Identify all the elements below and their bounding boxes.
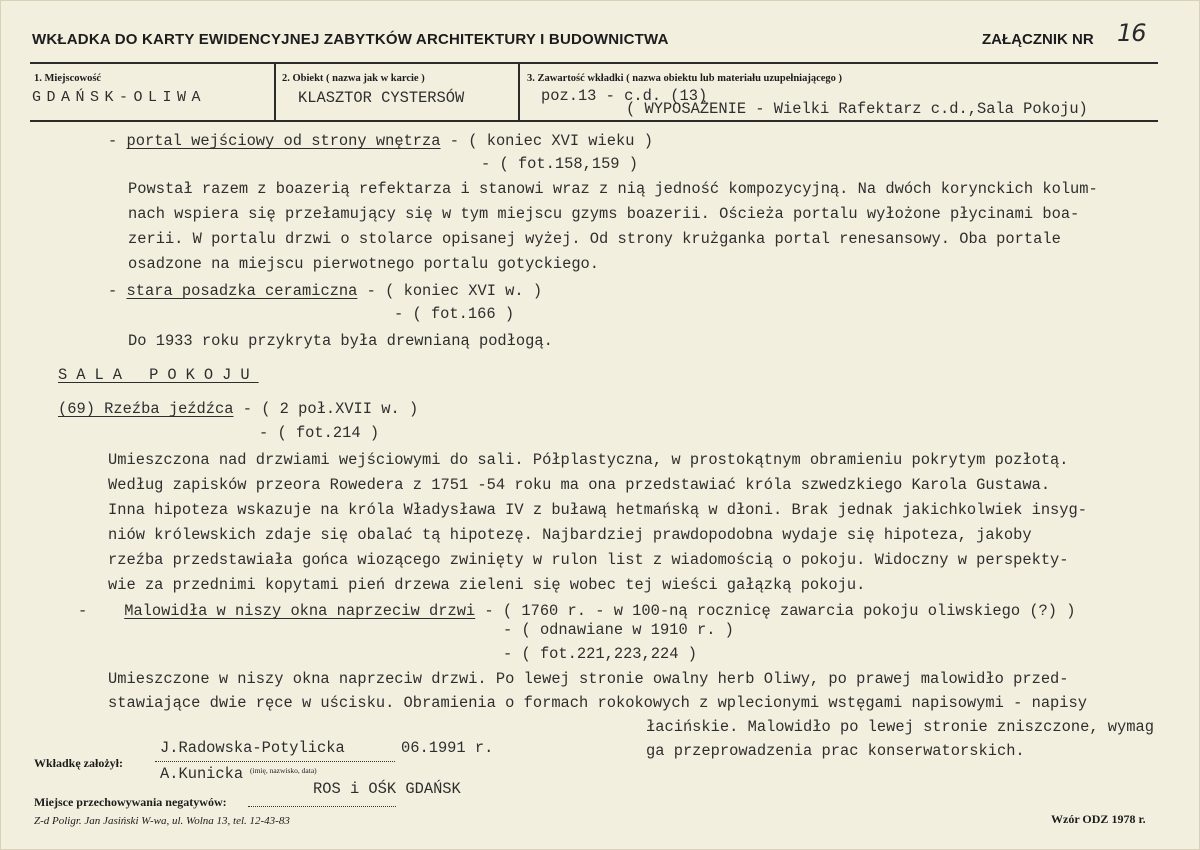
entry-heading-floor: stara posadzka ceramiczna (126, 282, 358, 300)
body-line: Według zapisków przeora Rowedera z 1751 -54 roku ma ona przedstawiać króla szwedzkiego Karola Gustawa. (108, 476, 1051, 494)
field-divider-1 (274, 62, 276, 121)
author-dotted-line (155, 761, 395, 762)
form-template-label: Wzór ODZ 1978 r. (1051, 812, 1146, 826)
card-title: WKŁADKA DO KARTY EWIDENCYJNEJ ZABYTKÓW ARCHITEKTURY I BUDOWNICTWA (32, 31, 669, 48)
body-line: stawiające dwie ręce w uścisku. Obramienia o formach rokokowych z wplecionymi wstęgami napisowymi - napisy (108, 694, 1088, 712)
body-line: ga przeprowadzenia prac konserwatorskich. (646, 742, 1025, 760)
field-locality-label: 1. Miejscowość (34, 73, 102, 84)
entry-photo-ref: - ( fot.214 ) (259, 424, 380, 442)
entry-portal-line (108, 132, 653, 150)
field-locality-value: GDAŃSK-OLIWA (32, 89, 207, 106)
header-bottom-rule (30, 120, 1158, 122)
entry-dating: - ( 2 poł.XVII w. ) (233, 400, 419, 418)
printer-imprint: Z-d Poligr. Jan Jasiński W-wa, ul. Wolna 13, tel. 12-43-83 (34, 815, 290, 827)
name-date-caption: (imię, nazwisko, data) (250, 766, 317, 775)
field-content-label: 3. Zawartość wkładki ( nazwa obiektu lub materiału uzupełniającego ) (527, 73, 843, 84)
entry-photo-ref: - ( fot.158,159 ) (481, 155, 639, 173)
negatives-dotted-line (248, 806, 396, 807)
institution: ROS i OŚK GDAŃSK (313, 780, 461, 798)
body-line: Umieszczona nad drzwiami wejściowymi do sali. Półplastyczna, w prostokątnym obramieniu pokrytym pozłotą. (108, 451, 1069, 469)
body-line: rzeźba przedstawiała gońca wiozącego zwinięty w rulon list z wiadomością o pokoju. Widoczny w perspekty- (108, 551, 1069, 569)
body-line: wie za przednimi kopytami pień drzewa zieleni się wobec tej wieści gałązką pokoju. (108, 576, 866, 594)
header-top-rule (30, 62, 1158, 64)
entry-dash: - (78, 602, 88, 620)
body-line: Powstał razem z boazerią refektarza i stanowi wraz z nią jedność kompozycyjną. Na dwóch korynckich kolum- (128, 180, 1098, 198)
body-line: Do 1933 roku przykryta była drewnianą podłogą. (128, 332, 553, 350)
entry-renovation: - ( odnawiane w 1910 r. ) (503, 621, 734, 639)
body-line: osadzone na miejscu pierwotnego portalu gotyckiego. (128, 255, 600, 273)
entry-heading-paintings: Malowidła w niszy okna naprzeciw drzwi (124, 602, 476, 620)
entry-floor-line (108, 282, 542, 300)
attachment-label: ZAŁĄCZNIK NR (982, 31, 1094, 48)
author-2: A.Kunicka (160, 765, 244, 783)
entry-dash: - (108, 282, 118, 300)
entry-dash: - (108, 132, 118, 150)
body-line: łacińskie. Malowidło po lewej stronie zniszczone, wymag (646, 718, 1154, 736)
field-object-label: 2. Obiekt ( nazwa jak w karcie ) (282, 73, 425, 84)
body-line: Umieszczone w niszy okna naprzeciw drzwi. Po lewej stronie owalny herb Oliwy, po prawej malowidło przed- (108, 670, 1069, 688)
field-object-value: KLASZTOR CYSTERSÓW (298, 89, 465, 107)
body-line: niów królewskich zdaje się obalać tą hipotezę. Najbardziej prawdopodobna wydaje się hipoteza, jakoby (108, 526, 1032, 544)
entry-dating: - ( 1760 r. - w 100-ną rocznicę zawarcia pokoju oliwskiego (?) ) (475, 602, 1076, 620)
body-line: Inna hipoteza wskazuje na króla Władysława IV z buławą hetmańską w dłoni. Brak jednak jakichkolwiek insyg- (108, 501, 1088, 519)
entry-sculpture-line (58, 400, 418, 418)
entry-dating: - ( koniec XVI w. ) (357, 282, 543, 300)
insert-author-label: Wkładkę założył: (34, 756, 123, 770)
entry-dating: - ( koniec XVI wieku ) (440, 132, 653, 150)
author-date: 06.1991 r. (401, 739, 494, 757)
entry-paintings-line (78, 602, 1076, 620)
body-line: zerii. W portalu drzwi o stolarce opisanej wyżej. Od strony krużganka portal renesansowy. Oba portale (128, 230, 1061, 248)
entry-photo-ref: - ( fot.166 ) (394, 305, 515, 323)
field-content-value-2: ( WYPOSAŻENIE - Wielki Rafektarz c.d.,Sala Pokoju) (626, 100, 1088, 118)
entry-photo-ref: - ( fot.221,223,224 ) (503, 645, 697, 663)
entry-heading-sculpture: (69) Rzeźba jeźdźca (58, 400, 234, 418)
body-line: nach wspiera się przełamujący się w tym miejscu gzyms boazerii. Ościeża portalu wyłożone płycinami boa- (128, 205, 1080, 223)
entry-heading-portal: portal wejściowy od strony wnętrza (126, 132, 441, 150)
attachment-number: 16 (1117, 19, 1146, 47)
section-heading-sala-pokoju: SALA POKOJU (58, 366, 259, 384)
negatives-location-label: Miejsce przechowywania negatywów: (34, 795, 227, 809)
field-divider-2 (518, 62, 520, 121)
author-1: J.Radowska-Potylicka (160, 739, 345, 757)
field-content-value-1: poz.13 - c.d. (13) (541, 87, 708, 105)
